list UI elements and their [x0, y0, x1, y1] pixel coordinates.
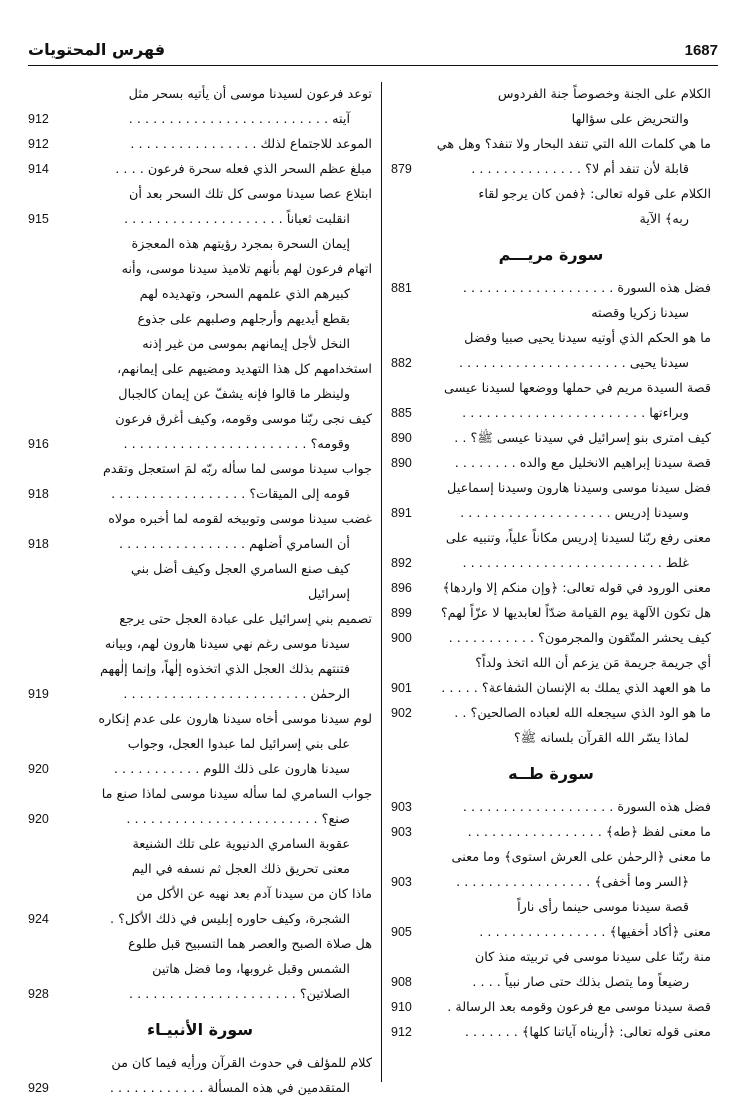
toc-entry-text: مبلغ عظم السحر الذي فعله سحرة فرعون . . . . 914	[28, 157, 372, 182]
toc-entry-text: غضب سيدنا موسى وتوبيخه لقومه لما أخبره مولاه	[108, 512, 372, 527]
toc-entry-text: الرحمٰن . . . . . . . . . . . . . . . . . . . . . . . 919	[28, 682, 372, 707]
toc-entry-text: المتقدمين في هذه المسألة . . . . . . . . . . . . 929	[28, 1076, 372, 1101]
toc-entry-text: سيدنا يحيى . . . . . . . . . . . . . . . . . . . . . 882	[391, 351, 711, 376]
left-column	[28, 82, 372, 1101]
toc-entry[interactable]	[28, 857, 372, 882]
toc-entry-text: معنى رفع ربّنا لسيدنا إدريس مكاناً علياً، وتنبيه على	[445, 531, 711, 546]
toc-entry-text: الموعد للاجتماع لذلك . . . . . . . . . . . . . . . . 912	[28, 132, 372, 157]
toc-page-number: 920	[28, 807, 53, 832]
toc-entry-text: كيف نجى ربّنا موسى وقومه، وكيف أغرق فرعون	[115, 412, 372, 427]
toc-page-number: 929	[28, 1076, 53, 1101]
toc-entry[interactable]	[28, 182, 372, 232]
toc-entry-text: والتحريض على سؤالها	[571, 112, 689, 127]
column-divider	[381, 82, 382, 1082]
toc-entry-text: تصميم بني إسرائيل على عبادة العجل حتى يرجع	[119, 612, 372, 627]
toc-entry[interactable]	[391, 626, 711, 651]
toc-entry-text: الصلاتين؟ . . . . . . . . . . . . . . . . . . . . . 928	[28, 982, 372, 1007]
toc-page-number: 920	[28, 757, 53, 782]
toc-page-number: 879	[391, 157, 416, 182]
toc-page-number: 912	[28, 132, 53, 157]
toc-entry[interactable]	[391, 451, 711, 476]
toc-entry[interactable]	[28, 932, 372, 1007]
sura-heading: سورة طــه	[508, 764, 594, 783]
toc-entry-text: قابلة لأن تنفد أم لا؟ . . . . . . . . . . . . . . 879	[391, 157, 711, 182]
toc-entry-text: أن السامري أضلهم . . . . . . . . . . . . . . . . 918	[28, 532, 372, 557]
toc-entry[interactable]	[28, 557, 372, 607]
toc-entry[interactable]	[391, 920, 711, 945]
toc-entry-text: بقطع أيديهم وأرجلهم وصلبهم على جذوع	[137, 312, 350, 327]
toc-entry-text: معنى تحريق ذلك العجل ثم نسفه في اليم	[131, 862, 350, 877]
toc-entry-text: سيدنا هارون على ذلك اللوم . . . . . . . . . . . 920	[28, 757, 372, 782]
toc-page-number: 901	[391, 676, 416, 701]
toc-entry-text: إيمان السحرة بمجرد رؤيتهم هذه المعجزة	[131, 237, 350, 252]
toc-entry-text: الكلام على الجنة وخصوصاً جنة الفردوس	[497, 87, 711, 102]
toc-entry-text: أي جريمة جريمة مَن يزعم أن الله اتخذ ولداً؟	[475, 656, 711, 671]
toc-entry-text: سيدنا موسى رغم نهي سيدنا هارون لهم، وبيانه	[104, 637, 350, 652]
toc-entry-text: قصة السيدة مريم في حملها ووضعها لسيدنا عيسى	[444, 381, 711, 396]
toc-page-number: 882	[391, 351, 416, 376]
toc-entry-text: منة ربّنا على سيدنا موسى في تربيته منذ كان	[474, 950, 711, 965]
toc-entry-text: ما هو العهد الذي يملك به الإنسان الشفاعة؟ . . . . . 901	[391, 676, 711, 701]
toc-page-number: 915	[28, 207, 53, 232]
toc-entry-text: على بني إسرائيل لما عبدوا العجل، وجواب	[127, 737, 350, 752]
toc-entry-text: فتنتهم بذلك العجل الذي اتخذوه إلٰهاً، وإنما إلٰههم	[99, 662, 350, 677]
toc-entry-text: معنى قوله تعالى: ﴿أريناه آياتنا كلها﴾ . . . . . . . 912	[391, 1020, 711, 1045]
toc-entry[interactable]	[28, 882, 372, 932]
toc-page-number: 905	[391, 920, 416, 945]
toc-entry[interactable]	[391, 82, 711, 132]
toc-entry[interactable]	[391, 995, 711, 1020]
toc-entry[interactable]	[28, 832, 372, 857]
toc-entry[interactable]	[391, 476, 711, 526]
toc-entry-text: الكلام على قوله تعالى: ﴿فمن كان يرجو لقاء	[478, 187, 711, 202]
toc-entry[interactable]	[391, 1020, 711, 1045]
toc-entry-text: عقوبة السامري الدنيوية على تلك الشنيعة	[132, 837, 350, 852]
toc-page-number: 903	[391, 795, 416, 820]
toc-entry-text: ما معنى لفظ ﴿طه﴾ . . . . . . . . . . . . . . . . . 903	[391, 820, 711, 845]
toc-entry-text: وبراءتها . . . . . . . . . . . . . . . . . . . . . . . 885	[391, 401, 711, 426]
toc-page-number: 912	[391, 1020, 416, 1045]
page-number: 1687	[684, 42, 718, 59]
toc-page-number: 916	[28, 432, 53, 457]
toc-entry-text: سيدنا زكريا وقصته	[591, 306, 689, 321]
toc-entry[interactable]	[28, 257, 372, 357]
toc-entry[interactable]	[391, 301, 711, 326]
toc-entry-text: قصة سيدنا موسى مع فرعون وقومه بعد الرسالة . 910	[391, 995, 711, 1020]
toc-entry[interactable]	[391, 376, 711, 426]
toc-entry-text: قصة سيدنا إبراهيم الانخليل مع والده . . . . . . . . 890	[391, 451, 711, 476]
page-header	[28, 40, 718, 66]
toc-page-number: 899	[391, 601, 416, 626]
toc-entry[interactable]	[28, 232, 372, 257]
toc-entry-text: قومه إلى الميقات؟ . . . . . . . . . . . . . . . . . 918	[28, 482, 372, 507]
toc-entry-text: النخل لأجل إيمانهم بموسى من غير إذنه	[142, 337, 350, 352]
toc-entry-text: قصة سيدنا موسى حينما رأى ناراً	[517, 900, 689, 915]
toc-page-number: 914	[28, 157, 53, 182]
toc-page-number: 881	[391, 276, 416, 301]
toc-entry-text: ربه﴾ الآية	[639, 212, 689, 227]
toc-page-number: 912	[28, 107, 53, 132]
toc-entry-text: إسرائيل	[307, 587, 350, 602]
toc-entry[interactable]	[28, 157, 372, 182]
toc-entry[interactable]	[28, 707, 372, 782]
toc-page-number: 902	[391, 701, 416, 726]
toc-entry-text: ابتلاع عصا سيدنا موسى كل تلك السحر بعد أن	[128, 187, 372, 202]
toc-entry[interactable]	[391, 795, 711, 820]
toc-entry[interactable]	[28, 407, 372, 457]
toc-page-number: 918	[28, 482, 53, 507]
toc-page-number: 890	[391, 451, 416, 476]
toc-entry[interactable]	[391, 576, 711, 601]
toc-page-number: 903	[391, 870, 416, 895]
toc-entry[interactable]	[28, 357, 372, 407]
toc-page-number: 890	[391, 426, 416, 451]
toc-entry[interactable]	[28, 607, 372, 707]
toc-entry-text: لماذا يسّر الله القرآن بلسانه ﷺ؟	[513, 731, 689, 746]
toc-entry-text: معنى ﴿أكاد أخفيها﴾ . . . . . . . . . . . . . . . . 905	[391, 920, 711, 945]
toc-page-number: 919	[28, 682, 53, 707]
toc-entry[interactable]	[391, 726, 711, 751]
toc-entry[interactable]	[28, 1051, 372, 1101]
toc-entry[interactable]	[28, 782, 372, 832]
toc-entry-text: جواب السامري لما سأله سيدنا موسى لماذا صنع ما	[101, 787, 372, 802]
toc-entry-text: اتهام فرعون لهم بأنهم تلاميذ سيدنا موسى، وأنه	[121, 262, 372, 277]
toc-entry-text: ما هي كلمات الله التي تنفد البحار ولا تنفد؟ وهل هي	[436, 137, 711, 152]
toc-entry-text: فضل هذه السورة . . . . . . . . . . . . . . . . . . . 903	[391, 795, 711, 820]
toc-entry-text: توعد فرعون لسيدنا موسى أن يأتيه بسحر مثل	[128, 87, 372, 102]
toc-entry-text: هل صلاة الصبح والعصر هما التسبيح قبل طلوع	[128, 937, 372, 952]
header-title: فهرس المحتويات	[28, 40, 166, 59]
toc-entry-text: كيف امترى بنو إسرائيل في سيدنا عيسى ﷺ؟ . . 890	[391, 426, 711, 451]
toc-entry-text: وسيدنا إدريس . . . . . . . . . . . . . . . . . . . 891	[391, 501, 711, 526]
toc-page-number: 891	[391, 501, 416, 526]
toc-entry[interactable]	[391, 276, 711, 301]
toc-entry[interactable]	[391, 701, 711, 726]
toc-entry[interactable]	[28, 132, 372, 157]
toc-entry-text: صنع؟ . . . . . . . . . . . . . . . . . . . . . . . . 920	[28, 807, 372, 832]
sura-heading: سورة مريـــم	[498, 245, 604, 264]
toc-entry-text: لوم سيدنا موسى أخاه سيدنا هارون على عدم إنكاره	[98, 712, 372, 727]
toc-entry[interactable]	[391, 182, 711, 232]
right-column	[391, 82, 711, 1045]
toc-entry-text: الشجرة، وكيف حاوره إبليس في ذلك الأكل؟ . 924	[28, 907, 372, 932]
toc-page-number: 928	[28, 982, 53, 1007]
sura-heading: سورة الأنبيـاء	[146, 1020, 254, 1039]
toc-entry[interactable]	[391, 132, 711, 182]
toc-entry[interactable]	[28, 82, 372, 132]
toc-entry-text: غلط . . . . . . . . . . . . . . . . . . . . . . . . . 892	[391, 551, 711, 576]
toc-entry[interactable]	[391, 845, 711, 895]
toc-page-number: 885	[391, 401, 416, 426]
toc-page-number: 910	[391, 995, 416, 1020]
toc-page-number: 903	[391, 820, 416, 845]
toc-entry-text: كبيرهم الذي علمهم السحر، وتهديده لهم	[139, 287, 350, 302]
toc-entry-text: كلام للمؤلف في حدوث القرآن ورأيه فيما كان من	[111, 1056, 372, 1071]
toc-entry-text: ﴿السر وما أخفى﴾ . . . . . . . . . . . . . . . . . 903	[391, 870, 711, 895]
toc-entry-text: جواب سيدنا موسى لما سأله ربّه لمَ استعجل وتقدم	[103, 462, 372, 477]
toc-entry[interactable]	[391, 601, 711, 626]
toc-entry-text: هل تكون الآلهة يوم القيامة ضدّاً لعابديها لا عزّاً لهم؟ 899	[391, 601, 711, 626]
toc-entry-text: ما هو الود الذي سيجعله الله لعباده الصالحين؟ . . 902	[391, 701, 711, 726]
toc-entry[interactable]	[391, 895, 711, 920]
toc-entry-text: استخدامهم كل هذا التهديد ومضيهم على إيمانهم،	[117, 362, 372, 377]
toc-page-number: 892	[391, 551, 416, 576]
toc-entry[interactable]	[391, 945, 711, 995]
toc-entry-text: وقومه؟ . . . . . . . . . . . . . . . . . . . . . . . 916	[28, 432, 372, 457]
toc-entry-text: ولينظر ما قالوا فإنه يشفّ عن إيمان كالجبال	[118, 387, 350, 402]
toc-entry[interactable]	[28, 507, 372, 557]
toc-entry[interactable]	[391, 526, 711, 576]
toc-entry[interactable]	[391, 426, 711, 451]
toc-entry-text: معنى الورود في قوله تعالى: ﴿وإن منكم إلا واردها﴾ 896	[391, 576, 711, 601]
toc-entry-text: كيف يحشر المتّقون والمجرمون؟ . . . . . . . . . . . 900	[391, 626, 711, 651]
toc-page-number: 918	[28, 532, 53, 557]
toc-entry-text: ماذا كان من سيدنا آدم بعد نهيه عن الأكل من	[136, 887, 372, 902]
toc-entry[interactable]	[391, 326, 711, 376]
toc-entry-text: فضل هذه السورة . . . . . . . . . . . . . . . . . . . 881	[391, 276, 711, 301]
toc-entry[interactable]	[391, 676, 711, 701]
toc-entry[interactable]	[28, 457, 372, 507]
toc-entry[interactable]	[391, 820, 711, 845]
toc-entry-text: انقلبت ثعباناً . . . . . . . . . . . . . . . . . . . . 915	[28, 207, 372, 232]
toc-entry-text: ما معنى ﴿الرحمٰن على العرش استوى﴾ وما معنى	[451, 850, 711, 865]
toc-entry-text: آيته . . . . . . . . . . . . . . . . . . . . . . . . . 912	[28, 107, 372, 132]
toc-page-number: 924	[28, 907, 53, 932]
header-rule	[28, 65, 718, 66]
toc-entry-text: كيف صنع السامري العجل وكيف أضل بني	[130, 562, 350, 577]
toc-entry-text: رضيعاً وما يتصل بذلك حتى صار نبياً . . . . 908	[391, 970, 711, 995]
toc-entry-text: الشمس وقبل غروبها، وما فضل هاتين	[152, 962, 350, 977]
toc-page-number: 896	[391, 576, 416, 601]
toc-entry-text: فضل سيدنا موسى وسيدنا هارون وسيدنا إسماعيل	[447, 481, 711, 496]
toc-entry[interactable]	[391, 651, 711, 676]
toc-entry-text: ما هو الحكم الذي أوتيه سيدنا يحيى صبيا وفضل	[464, 331, 711, 346]
toc-page-number: 900	[391, 626, 416, 651]
toc-page-number: 908	[391, 970, 416, 995]
